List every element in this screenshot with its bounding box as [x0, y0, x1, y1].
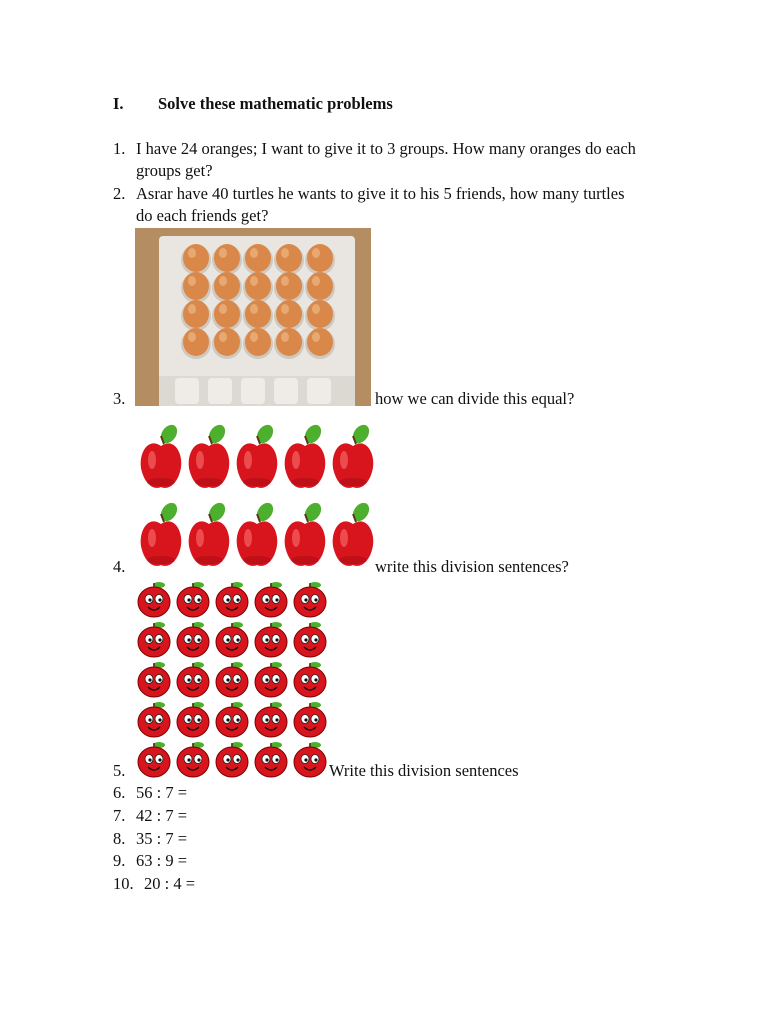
cartoon-apple-icon — [216, 742, 248, 777]
red-apple-icon — [237, 500, 278, 566]
heading-numeral: I. — [113, 94, 124, 113]
cartoon-apple-icon — [177, 622, 209, 657]
cartoon-apple-icon — [177, 582, 209, 617]
problem-1-line-1: I have 24 oranges; I want to give it to 3 groups. How many oranges do each — [136, 139, 636, 158]
cartoon-apple-icon — [294, 702, 326, 737]
problem-1-line-2: groups get? — [136, 161, 213, 180]
problem-2-line-2: do each friends get? — [136, 206, 269, 225]
cartoon-apple-icon — [138, 742, 170, 777]
cartoon-apple-icon — [177, 742, 209, 777]
egg — [305, 328, 335, 359]
problem-2-number: 2. — [113, 184, 126, 203]
egg — [181, 328, 211, 359]
cartoon-apple-icon — [138, 702, 170, 737]
problem-8-text: 35 : 7 = — [136, 829, 188, 848]
tray-cup — [208, 378, 232, 404]
egg — [274, 328, 304, 359]
red-apple-icon — [141, 500, 182, 566]
cartoon-apple-icon — [255, 582, 287, 617]
cartoon-apple-icon — [216, 582, 248, 617]
egg — [212, 272, 242, 303]
cartoon-apple-icon — [255, 622, 287, 657]
problem-5-caption: Write this division sentences — [329, 761, 519, 780]
red-apple-icon — [237, 422, 278, 488]
egg — [181, 272, 211, 303]
egg — [274, 272, 304, 303]
cartoon-apple-icon — [216, 702, 248, 737]
cartoon-apple-icon — [138, 662, 170, 697]
egg — [212, 300, 242, 331]
red-apple-icon — [333, 500, 374, 566]
egg — [274, 244, 304, 275]
problem-7-number: 7. — [113, 806, 126, 825]
problem-9-text: 63 : 9 = — [136, 851, 188, 870]
egg — [243, 300, 273, 331]
cartoon-apple-icon — [138, 582, 170, 617]
cartoon-apple-icon — [177, 702, 209, 737]
tray-cup — [175, 378, 199, 404]
cartoon-apple-icon — [177, 662, 209, 697]
problem-6-text: 56 : 7 = — [136, 783, 188, 802]
red-apple-icon — [333, 422, 374, 488]
egg — [212, 244, 242, 275]
problem-7-text: 42 : 7 = — [136, 806, 188, 825]
red-apple-icon — [189, 500, 230, 566]
egg — [274, 300, 304, 331]
red-apple-icon — [285, 422, 326, 488]
cartoon-apple-icon — [255, 662, 287, 697]
egg — [243, 272, 273, 303]
egg — [305, 300, 335, 331]
egg — [212, 328, 242, 359]
tray-cup — [241, 378, 265, 404]
cartoon-apple-icon — [216, 622, 248, 657]
cartoon-apple-icon — [294, 742, 326, 777]
egg — [305, 244, 335, 275]
problem-1-number: 1. — [113, 139, 126, 158]
red-apple-icon — [141, 422, 182, 488]
cartoon-apple-icon — [255, 702, 287, 737]
red-apple-icon — [285, 500, 326, 566]
problem-2-line-1: Asrar have 40 turtles he wants to give it to his 5 friends, how many turtles — [136, 184, 625, 203]
egg-tray-icon — [135, 228, 371, 406]
red-apples-picture — [135, 418, 380, 570]
problem-3-number: 3. — [113, 389, 126, 408]
problem-5-number: 5. — [113, 761, 126, 780]
egg — [243, 244, 273, 275]
red-apple-icon — [189, 422, 230, 488]
egg — [181, 244, 211, 275]
problem-8-number: 8. — [113, 829, 126, 848]
tray-cup — [307, 378, 331, 404]
cartoon-apple-icon — [294, 662, 326, 697]
problem-10-number: 10. — [113, 874, 134, 893]
heading-title: Solve these mathematic problems — [158, 94, 393, 113]
problem-4-number: 4. — [113, 557, 126, 576]
cartoon-apple-icon — [294, 622, 326, 657]
problem-9-number: 9. — [113, 851, 126, 870]
egg — [305, 272, 335, 303]
cartoon-apple-icon — [216, 662, 248, 697]
cartoon-apple-icon — [294, 582, 326, 617]
problem-4-caption: write this division sentences? — [375, 557, 569, 576]
egg — [243, 328, 273, 359]
problem-3-caption: how we can divide this equal? — [375, 389, 575, 408]
problem-10-text: 20 : 4 = — [144, 874, 196, 893]
tray-cup — [274, 378, 298, 404]
cartoon-apple-icon — [138, 622, 170, 657]
cartoon-apples-picture — [135, 578, 327, 778]
cartoon-apple-icon — [255, 742, 287, 777]
problem-6-number: 6. — [113, 783, 126, 802]
egg — [181, 300, 211, 331]
